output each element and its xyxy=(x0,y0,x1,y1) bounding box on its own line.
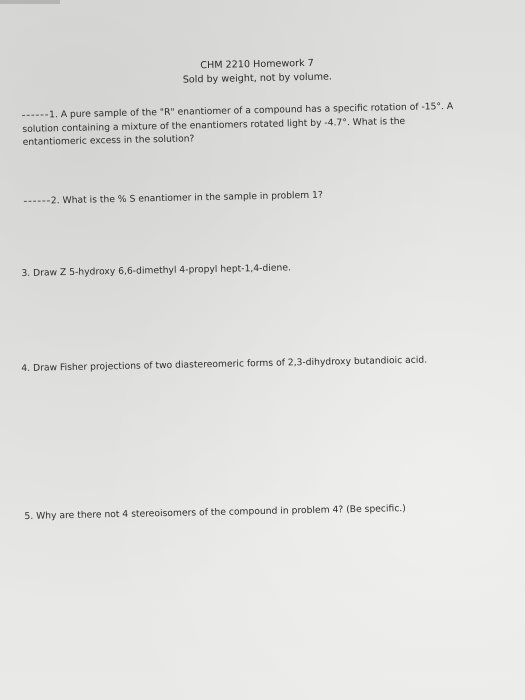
question-3 xyxy=(21,261,291,280)
subtitle: Sold by weight, not by volume. xyxy=(182,71,333,86)
question-1-line-1: 1. A pure sample of the "R" enantiomer of a compound has a specific rotation of -15°. A xyxy=(22,100,453,123)
answer-blank-1 xyxy=(22,114,48,116)
header xyxy=(147,56,368,89)
course-title: CHM 2210 Homework 7 xyxy=(200,57,314,72)
question-1 xyxy=(22,100,454,150)
question-3-line-1: 3. Draw Z 5-hydroxy 6,6-dimethyl 4-propyl hept-1,4-diene. xyxy=(21,262,291,279)
question-4-line-1: 4. Draw Fisher projections of two diastereomeric forms of 2,3-dihydroxy butandioic acid. xyxy=(21,354,428,375)
question-1-line-2: solution containing a mixture of the enantiomers rotated light by -4.7°. What is the xyxy=(22,115,406,135)
question-1-line-3: entantiomeric excess in the solution? xyxy=(22,133,195,148)
question-5-line-1: 5. Why are there not 4 stereoisomers of the compound in problem 4? (Be specific.) xyxy=(24,502,406,522)
question-2 xyxy=(24,189,323,209)
answer-blank-2 xyxy=(24,200,50,202)
question-4 xyxy=(21,354,427,376)
question-5 xyxy=(24,502,406,523)
question-2-line-1: 2. What is the % S enantiomer in the sample in problem 1? xyxy=(24,189,323,209)
